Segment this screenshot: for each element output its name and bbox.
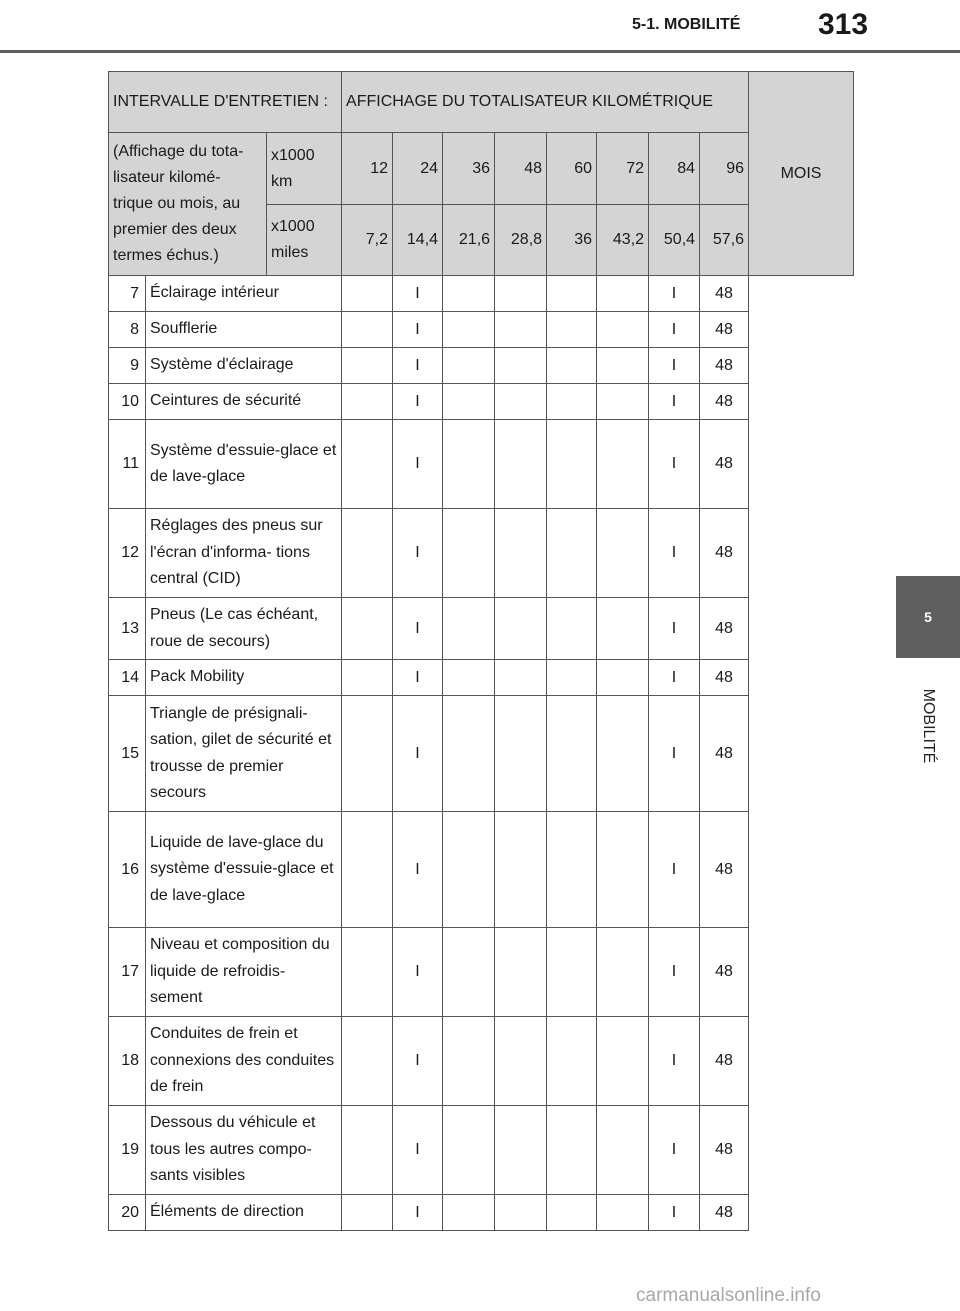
empty-cell <box>495 276 547 312</box>
inspect-mark: I <box>393 312 443 348</box>
months-value: 48 <box>700 1106 749 1195</box>
empty-cell <box>495 812 547 928</box>
row-number: 14 <box>109 660 146 696</box>
inspect-mark: I <box>649 420 700 509</box>
months-value: 48 <box>700 696 749 812</box>
months-value: 48 <box>700 928 749 1017</box>
empty-cell <box>547 928 597 1017</box>
km-value: 60 <box>547 133 597 205</box>
item-label: Soufflerie <box>146 312 342 348</box>
km-value: 96 <box>700 133 749 205</box>
table-row <box>109 812 854 928</box>
miles-value: 36 <box>547 205 597 276</box>
empty-cell <box>495 660 547 696</box>
table-row <box>109 420 854 509</box>
inspect-mark: I <box>649 1195 700 1231</box>
empty-cell <box>547 312 597 348</box>
inspect-mark: I <box>393 1195 443 1231</box>
inspect-mark: I <box>393 348 443 384</box>
empty-cell <box>342 812 393 928</box>
empty-cell <box>443 384 495 420</box>
empty-cell <box>597 1195 649 1231</box>
table-body <box>109 276 854 1231</box>
empty-cell <box>547 812 597 928</box>
empty-cell <box>342 1106 393 1195</box>
empty-cell <box>547 696 597 812</box>
empty-cell <box>547 384 597 420</box>
empty-cell <box>342 420 393 509</box>
empty-cell <box>342 509 393 598</box>
row-number: 12 <box>109 509 146 598</box>
odometer-label: AFFICHAGE DU TOTALISATEUR KILOMÉTRIQUE <box>342 72 749 133</box>
empty-cell <box>443 420 495 509</box>
chapter-tab[interactable] <box>896 576 960 658</box>
miles-value: 14,4 <box>393 205 443 276</box>
item-label: Réglages des pneus sur l'écran d'informa- tions central (CID) <box>146 509 342 598</box>
empty-cell <box>443 276 495 312</box>
item-label: Dessous du véhicule et tous les autres compo- sants visibles <box>146 1106 342 1195</box>
empty-cell <box>597 598 649 660</box>
table-row <box>109 660 854 696</box>
km-value: 48 <box>495 133 547 205</box>
empty-cell <box>547 1195 597 1231</box>
inspect-mark: I <box>393 812 443 928</box>
inspect-mark: I <box>393 276 443 312</box>
empty-cell <box>443 348 495 384</box>
inspect-mark: I <box>393 696 443 812</box>
empty-cell <box>443 598 495 660</box>
empty-cell <box>495 384 547 420</box>
inspect-mark: I <box>393 1106 443 1195</box>
item-label: Niveau et composition du liquide de refroidis- sement <box>146 928 342 1017</box>
item-label: Triangle de présignali- sation, gilet de sécurité et trousse de premier secours <box>146 696 342 812</box>
empty-cell <box>495 1017 547 1106</box>
inspect-mark: I <box>649 384 700 420</box>
item-label: Ceintures de sécurité <box>146 384 342 420</box>
empty-cell <box>342 384 393 420</box>
miles-value: 57,6 <box>700 205 749 276</box>
chapter-label: MOBILITÉ <box>920 688 937 764</box>
months-header: MOIS <box>749 72 854 276</box>
empty-cell <box>443 1017 495 1106</box>
miles-value: 50,4 <box>649 205 700 276</box>
table-row <box>109 312 854 348</box>
table-row <box>109 598 854 660</box>
empty-cell <box>597 660 649 696</box>
row-number: 10 <box>109 384 146 420</box>
header-divider <box>0 50 960 53</box>
inspect-mark: I <box>393 660 443 696</box>
miles-value: 28,8 <box>495 205 547 276</box>
inspect-mark: I <box>649 312 700 348</box>
table-row <box>109 348 854 384</box>
page-number: 313 <box>818 8 869 41</box>
table-row <box>109 1195 854 1231</box>
empty-cell <box>342 696 393 812</box>
inspect-mark: I <box>649 1106 700 1195</box>
row-number: 17 <box>109 928 146 1017</box>
empty-cell <box>495 312 547 348</box>
miles-value: 7,2 <box>342 205 393 276</box>
row-number: 19 <box>109 1106 146 1195</box>
item-label: Liquide de lave-glace du système d'essuie-glace et de lave-glace <box>146 812 342 928</box>
months-value: 48 <box>700 1017 749 1106</box>
km-value: 84 <box>649 133 700 205</box>
miles-value: 21,6 <box>443 205 495 276</box>
empty-cell <box>342 1195 393 1231</box>
empty-cell <box>597 312 649 348</box>
empty-cell <box>342 312 393 348</box>
empty-cell <box>443 1195 495 1231</box>
empty-cell <box>443 312 495 348</box>
interval-label: INTERVALLE D'ENTRETIEN : <box>109 72 342 133</box>
empty-cell <box>547 660 597 696</box>
empty-cell <box>547 1017 597 1106</box>
section-title: 5-1. MOBILITÉ <box>632 16 741 33</box>
empty-cell <box>547 509 597 598</box>
inspect-mark: I <box>393 509 443 598</box>
item-label: Pack Mobility <box>146 660 342 696</box>
item-label: Conduites de frein et connexions des conduites de frein <box>146 1017 342 1106</box>
months-value: 48 <box>700 1195 749 1231</box>
chapter-number: 5 <box>924 609 932 625</box>
empty-cell <box>443 812 495 928</box>
inspect-mark: I <box>393 420 443 509</box>
empty-cell <box>547 348 597 384</box>
empty-cell <box>597 1017 649 1106</box>
empty-cell <box>495 1195 547 1231</box>
table-row <box>109 1017 854 1106</box>
item-label: Éléments de direction <box>146 1195 342 1231</box>
empty-cell <box>443 696 495 812</box>
miles-unit: x1000 miles <box>267 205 342 276</box>
table-row <box>109 276 854 312</box>
item-label: Pneus (Le cas échéant, roue de secours) <box>146 598 342 660</box>
empty-cell <box>342 660 393 696</box>
row-number: 11 <box>109 420 146 509</box>
empty-cell <box>547 276 597 312</box>
inspect-mark: I <box>393 1017 443 1106</box>
months-value: 48 <box>700 276 749 312</box>
empty-cell <box>443 928 495 1017</box>
empty-cell <box>597 509 649 598</box>
months-value: 48 <box>700 598 749 660</box>
months-value: 48 <box>700 348 749 384</box>
empty-cell <box>597 1106 649 1195</box>
empty-cell <box>597 420 649 509</box>
inspect-mark: I <box>649 812 700 928</box>
inspect-mark: I <box>649 1017 700 1106</box>
row-number: 7 <box>109 276 146 312</box>
empty-cell <box>342 928 393 1017</box>
miles-value: 43,2 <box>597 205 649 276</box>
empty-cell <box>597 928 649 1017</box>
inspect-mark: I <box>393 384 443 420</box>
empty-cell <box>547 1106 597 1195</box>
empty-cell <box>342 1017 393 1106</box>
empty-cell <box>597 696 649 812</box>
inspect-mark: I <box>393 598 443 660</box>
inspect-mark: I <box>649 348 700 384</box>
empty-cell <box>495 696 547 812</box>
months-value: 48 <box>700 420 749 509</box>
condition-label: (Affichage du tota- lisateur kilomé- trique ou mois, au premier des deux termes échus.) <box>109 133 267 276</box>
table-row <box>109 1106 854 1195</box>
empty-cell <box>495 928 547 1017</box>
empty-cell <box>495 509 547 598</box>
empty-cell <box>342 598 393 660</box>
empty-cell <box>443 509 495 598</box>
item-label: Système d'essuie-glace et de lave-glace <box>146 420 342 509</box>
km-value: 12 <box>342 133 393 205</box>
watermark: carmanualsonline.info <box>636 1285 821 1306</box>
table-row <box>109 696 854 812</box>
months-value: 48 <box>700 812 749 928</box>
empty-cell <box>342 348 393 384</box>
table-row <box>109 384 854 420</box>
months-value: 48 <box>700 384 749 420</box>
row-number: 9 <box>109 348 146 384</box>
inspect-mark: I <box>649 660 700 696</box>
row-number: 20 <box>109 1195 146 1231</box>
inspect-mark: I <box>393 928 443 1017</box>
empty-cell <box>597 348 649 384</box>
table-row <box>109 928 854 1017</box>
item-label: Système d'éclairage <box>146 348 342 384</box>
empty-cell <box>547 598 597 660</box>
inspect-mark: I <box>649 598 700 660</box>
row-number: 18 <box>109 1017 146 1106</box>
empty-cell <box>495 420 547 509</box>
row-number: 13 <box>109 598 146 660</box>
empty-cell <box>443 660 495 696</box>
row-number: 15 <box>109 696 146 812</box>
empty-cell <box>547 420 597 509</box>
empty-cell <box>597 276 649 312</box>
months-value: 48 <box>700 660 749 696</box>
km-value: 72 <box>597 133 649 205</box>
empty-cell <box>597 812 649 928</box>
inspect-mark: I <box>649 696 700 812</box>
item-label: Éclairage intérieur <box>146 276 342 312</box>
maintenance-table <box>108 71 854 1231</box>
row-number: 16 <box>109 812 146 928</box>
inspect-mark: I <box>649 509 700 598</box>
empty-cell <box>597 384 649 420</box>
empty-cell <box>443 1106 495 1195</box>
row-number: 8 <box>109 312 146 348</box>
empty-cell <box>495 1106 547 1195</box>
inspect-mark: I <box>649 276 700 312</box>
km-value: 24 <box>393 133 443 205</box>
km-value: 36 <box>443 133 495 205</box>
empty-cell <box>495 598 547 660</box>
months-value: 48 <box>700 312 749 348</box>
table-row <box>109 509 854 598</box>
empty-cell <box>342 276 393 312</box>
empty-cell <box>495 348 547 384</box>
km-unit: x1000 km <box>267 133 342 205</box>
months-value: 48 <box>700 509 749 598</box>
inspect-mark: I <box>649 928 700 1017</box>
